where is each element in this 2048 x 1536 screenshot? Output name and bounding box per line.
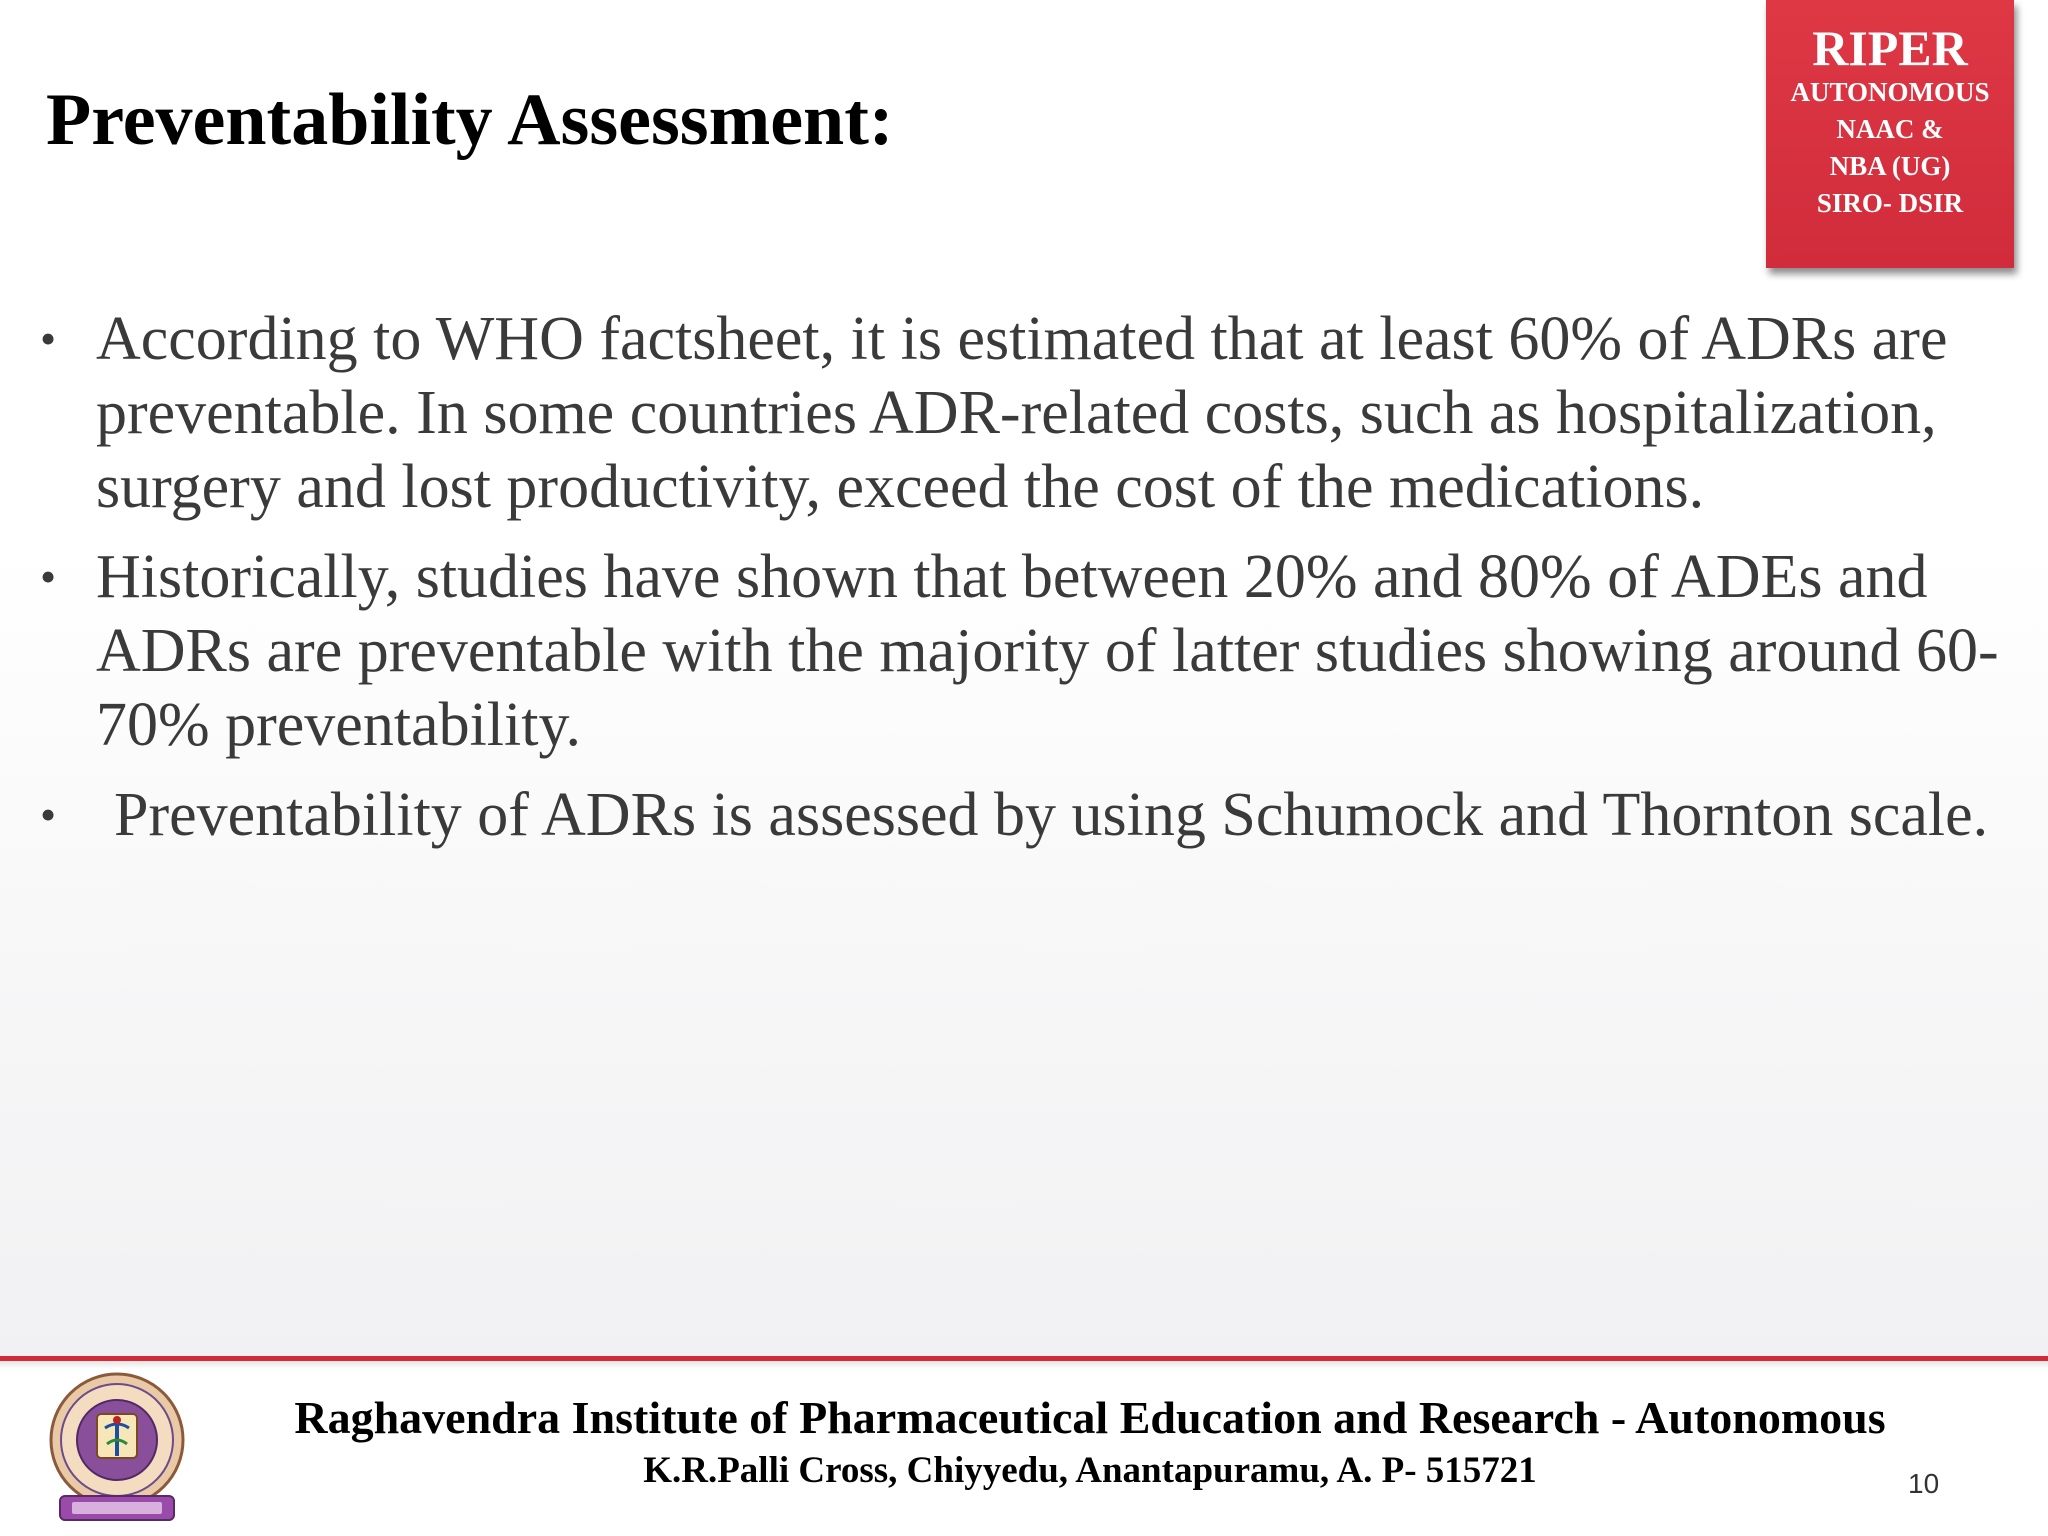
bullet-item — [40, 302, 2020, 524]
bullet-item — [40, 540, 2020, 762]
bullet-icon: • — [40, 313, 57, 364]
bullet-text: Historically, studies have shown that between 20% and 80% of ADEs and ADRs are preventable with the majority of latter studies showing around 60- 70% preventability. — [96, 543, 1999, 759]
footer-divider-shadow — [0, 1361, 2048, 1369]
bullet-text: Preventability of ADRs is assessed by using Schumock and Thornton scale. — [114, 781, 1989, 849]
institution-seal-icon — [44, 1370, 190, 1526]
badge-line-naac: NAAC & — [1836, 114, 1944, 144]
accreditation-badge — [1766, 0, 2014, 268]
footer-address: K.R.Palli Cross, Chiyyedu, Anantapuramu, A. P- 515721 — [643, 1450, 1537, 1491]
bullet-icon: • — [40, 551, 57, 602]
bullet-list — [40, 302, 2020, 868]
bullet-icon: • — [40, 789, 57, 840]
footer-institution-name: Raghavendra Institute of Pharmaceutical Education and Research - Autonomous — [294, 1392, 1886, 1443]
page-number: 10 — [1908, 1468, 1940, 1499]
bullet-text: According to WHO factsheet, it is estimated that at least 60% of ADRs are preventable. In some countries ADR-related costs, such as hospitalization, surgery and lost productivity, exceed the cost of the medications. — [96, 305, 1948, 521]
badge-name: RIPER — [1812, 20, 1968, 76]
slide-title: Preventability Assessment: — [46, 79, 894, 161]
bullet-item — [40, 778, 2020, 852]
badge-line-autonomous: AUTONOMOUS — [1790, 77, 1990, 107]
badge-line-siro: SIRO- DSIR — [1816, 188, 1964, 218]
badge-line-nba: NBA (UG) — [1829, 151, 1951, 181]
